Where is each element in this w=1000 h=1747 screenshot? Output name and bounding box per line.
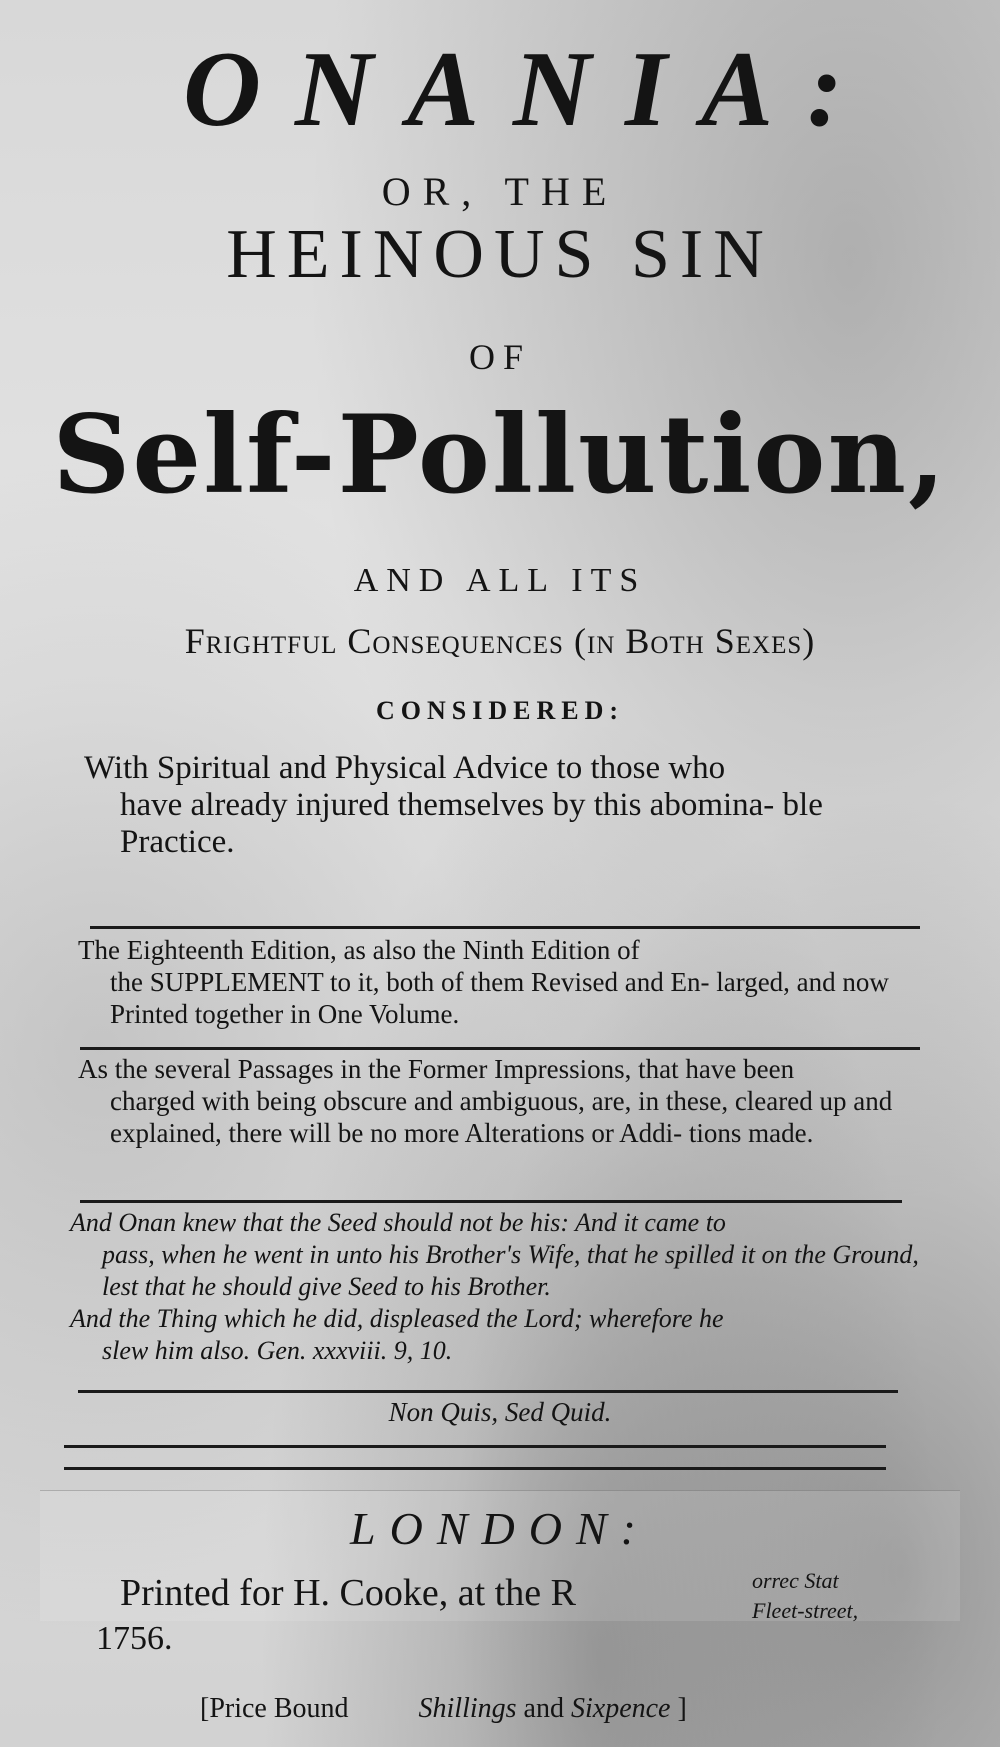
subtitle-and-all-its: AND ALL ITS	[353, 562, 647, 599]
imprint-place: LONDON:	[350, 1503, 650, 1554]
subtitle-heinous-sin: HEINOUS SIN	[226, 216, 774, 293]
scripture-rest-1: pass, when he went in unto his Brother's Wife, that he spilled it on the Ground, lest that he should give Seed to his Brother.	[102, 1240, 919, 1301]
passages-rest: charged with being obscure and ambiguous, are, in these, cleared up and explained, there will be no more Alterations or Addi- tions made.	[110, 1086, 893, 1148]
imprint-printer: Printed for H. Cooke, at the R	[120, 1572, 576, 1614]
rule-2	[80, 1047, 920, 1050]
imprint-year: 1756.	[96, 1620, 173, 1657]
advice-rest: have already injured themselves by this abomina- ble Practice.	[120, 787, 823, 860]
edition-rest: the SUPPLEMENT to it, both of them Revised and En- larged, and now Printed together in One Volume.	[110, 967, 889, 1029]
overlay-label	[752, 1566, 858, 1626]
rule-5	[64, 1445, 886, 1448]
passages-line-1: As the several Passages in the Former Impressions, that have been	[78, 1054, 795, 1084]
subtitle-of: OF	[468, 337, 532, 377]
subtitle-self-pollution: Self-Pollution,	[52, 392, 948, 518]
overlay-label-line-1: orrec Stat	[752, 1568, 839, 1593]
book-title: ONANIA:	[182, 30, 878, 149]
overlay-label-line-2: Fleet-street,	[752, 1598, 859, 1623]
scripture-line-2: And the Thing which he did, displeased the Lord; wherefore he	[70, 1304, 724, 1333]
motto: Non Quis, Sed Quid.	[388, 1397, 612, 1427]
price-end: ]	[677, 1693, 687, 1724]
price-line	[200, 1690, 687, 1727]
rule-6	[64, 1467, 886, 1470]
price-start: [Price Bound	[200, 1693, 349, 1724]
price-sixpence: Sixpence	[570, 1693, 671, 1724]
price-and: and	[523, 1693, 564, 1724]
edition-paragraph	[78, 934, 918, 1030]
edition-line-1: The Eighteenth Edition, as also the Ninth Edition of	[78, 935, 640, 965]
passages-paragraph	[78, 1053, 918, 1149]
subtitle-frightful-consequences: Frightful Consequences (in Both Sexes)	[184, 621, 816, 661]
rule-3	[80, 1200, 902, 1203]
scripture-quote	[70, 1207, 920, 1367]
rule-4	[78, 1390, 898, 1393]
advice-paragraph	[84, 750, 934, 861]
rule-1	[90, 926, 920, 929]
subtitle-considered: CONSIDERED:	[375, 696, 625, 725]
price-shillings: Shillings	[418, 1693, 517, 1724]
scripture-rest-2: slew him also. Gen. xxxviii. 9, 10.	[102, 1336, 453, 1365]
scripture-line-1: And Onan knew that the Seed should not be his: And it came to	[70, 1208, 726, 1237]
subtitle-or-the: OR, THE	[381, 169, 619, 214]
advice-line-1: With Spiritual and Physical Advice to those who	[84, 750, 726, 786]
